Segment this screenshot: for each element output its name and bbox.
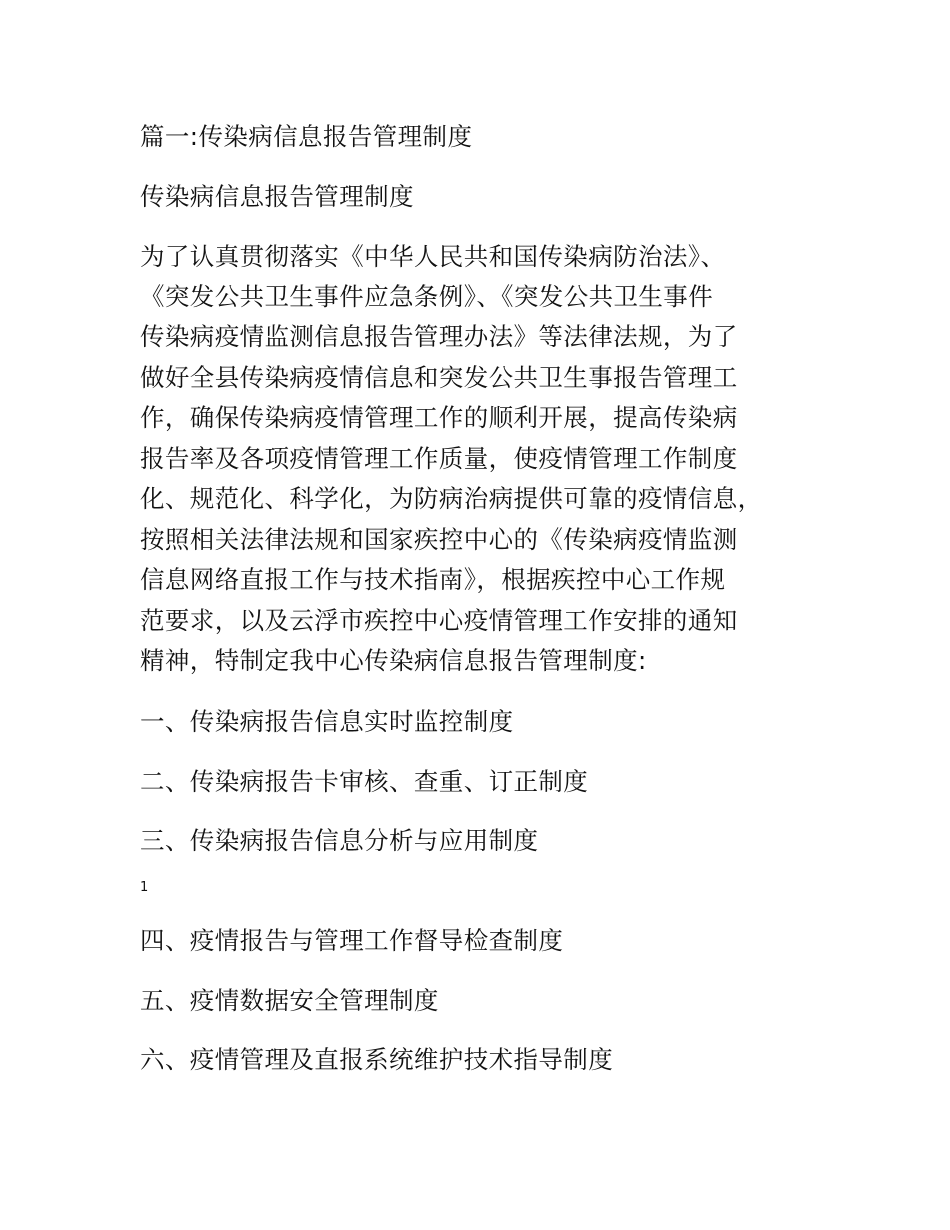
list-item: 五、疫情数据安全管理制度 xyxy=(140,986,439,1015)
paragraph-line: 范要求，以及云浮市疾控中心疫情管理工作安排的通知 xyxy=(140,606,738,635)
list-item: 三、传染病报告信息分析与应用制度 xyxy=(140,826,539,855)
list-item: 六、疫情管理及直报系统维护技术指导制度 xyxy=(140,1045,614,1074)
list-item: 四、疫情报告与管理工作督导检查制度 xyxy=(140,926,564,955)
paragraph-line: 按照相关法律法规和国家疾控中心的《传染病疫情监测 xyxy=(140,525,738,554)
list-item: 二、传染病报告卡审核、查重、订正制度 xyxy=(140,767,589,796)
list-item: 一、传染病报告信息实时监控制度 xyxy=(140,707,514,736)
document-subheading: 传染病信息报告管理制度 xyxy=(140,182,414,211)
document-heading: 篇一:传染病信息报告管理制度 xyxy=(140,122,473,151)
paragraph-line: 传染病疫情监测信息报告管理办法》等法律法规，为了 xyxy=(140,322,738,351)
paragraph-line: 化、规范化、科学化，为防病治病提供可靠的疫情信息， xyxy=(140,484,763,513)
paragraph-line: 精神，特制定我中心传染病信息报告管理制度: xyxy=(140,646,647,675)
page-number: 1 xyxy=(140,880,149,895)
paragraph-line: 为了认真贯彻落实《中华人民共和国传染病防治法》、 xyxy=(140,242,726,271)
paragraph-line: 报告率及各项疫情管理工作质量，使疫情管理工作制度 xyxy=(140,444,738,473)
paragraph-line: 《突发公共卫生事件应急条例》、《突发公共卫生事件 xyxy=(140,282,714,311)
paragraph-line: 信息网络直报工作与技术指南》，根据疾控中心工作规 xyxy=(140,565,726,594)
paragraph-line: 作，确保传染病疫情管理工作的顺利开展，提高传染病 xyxy=(140,403,738,432)
paragraph-line: 做好全县传染病疫情信息和突发公共卫生事报告管理工 xyxy=(140,363,738,392)
